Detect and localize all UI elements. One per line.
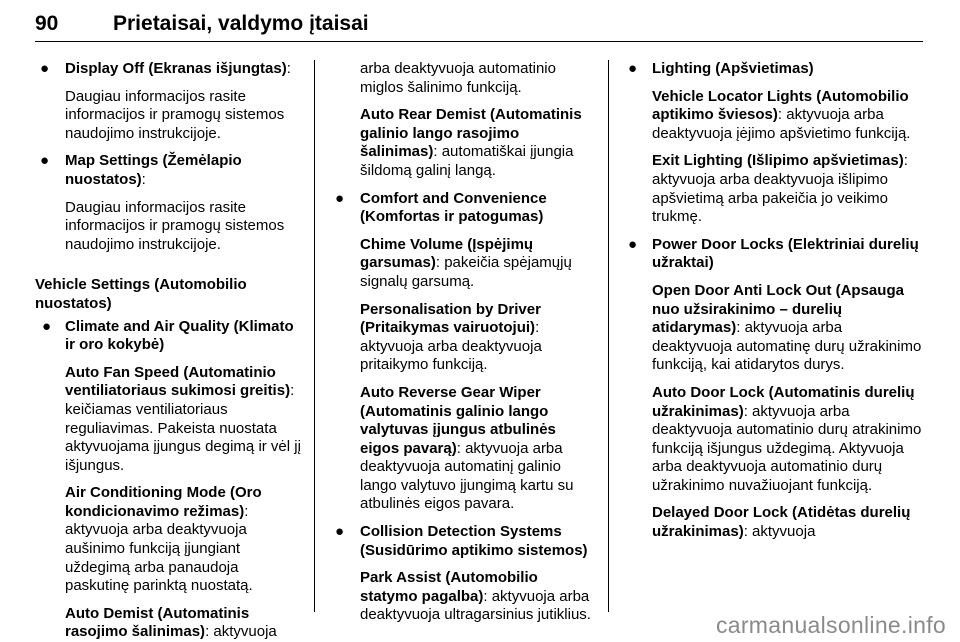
sub-item-text: pakeičia spėjamųjų signalų garsumą. [360,254,572,290]
sub-item-title: Personalisation by Driver (Pritaikymas vairuotojui) [360,300,541,337]
section-heading: Vehicle Settings (Automobilio nuostatos) [35,276,247,312]
sub-item-title: Vehicle Locator Lights (Automobilio aptikimo šviesos) [652,87,909,124]
column-divider [314,60,315,612]
sub-item-text: aktyvuoja arba deaktyvuoja pritaikymo funkciją. [360,337,542,374]
bullet-icon: ● [628,60,638,77]
item-title: Comfort and Convenience (Komfortas ir patogumas) [360,189,547,226]
sub-item-text: automatiškai įjungia šildomą galinį langą. [360,143,574,179]
item-title: Climate and Air Quality (Klimato ir oro kokybė) [65,317,294,354]
sub-item-title: Auto Fan Speed (Automatinio ventiliatoriaus sukimosi greitis) [65,363,291,400]
list-item: ● Comfort and Convenience (Komfortas ir patogumas) Chime Volume (Įspėjimų garsumas): pakeičia spėjamųjų signalų garsumą. Personalisation by Driver (Pritaikymas vairuotojui): aktyvuoja arba deaktyvuoja pritaikymo funkciją. Auto Reverse Gear Wiper (Automatinis galinio lango valytuvas įjungus atbulinės eigos pavarą): aktyvuoja arba deaktyvuoja automatinį galinio lango valytuvo įjungimą kartu su atbulinės eigos pavara. [330,190,598,515]
column-3 [626,60,926,542]
list-item: ● Lighting (Apšvietimas) Vehicle Locator Lights (Automobilio aptikimo šviesos): aktyvuoja arba deaktyvuoja įėjimo apšvietimo funkciją. Exit Lighting (Išlipimo apšvietimas): aktyvuoja arba deaktyvuoja išlipimo apšvietimą arba pakeičia jo veikimo trukmę. [626,60,926,227]
bullet-icon: ● [335,189,345,207]
item-title: Lighting (Apšvietimas) [652,60,814,77]
bullet-icon: ● [628,235,638,253]
item-text: Daugiau informacijos rasite informacijos ir pramogų sistemos naudojimo instrukcijoje. [65,198,285,253]
sub-item-text: aktyvuoja arba deaktyvuoja automatinio durų atrakinimo funkciją išjungus uždegimą. Aktyvuoja arba deaktyvuoja automatinio durų užrakinimo nuvažiuojant funkciją. [652,402,922,494]
sub-item-title: Auto Reverse Gear Wiper (Automatinis galinio lango valytuvas įjungus atbulinės eigos pavarą) [360,383,556,457]
item-text: Daugiau informacijos rasite informacijos ir pramogų sistemos naudojimo instrukcijoje. [65,87,285,142]
sub-item-text: aktyvuoja arba deaktyvuoja automatinį galinio lango valytuvo įjungimą kartu su atbulinės eigos pavara. [360,439,574,513]
sub-item-title: Delayed Door Lock (Atidėtas durelių užrakinimas) [652,504,911,541]
page-number: 90 [35,12,59,35]
list-item: ● Display Off (Ekranas išjungtas): Daugiau informacijos rasite informacijos ir pramogų sistemos naudojimo instrukcijoje. [35,60,305,143]
list-item: ● Climate and Air Quality (Klimato ir oro kokybė) Auto Fan Speed (Automatinio ventiliatoriaus sukimosi greitis): keičiamas ventiliatoriaus reguliavimas. Pakeista nuostata aktyvuojama įjungus degimą ir vėl jį išjungus. Air Conditioning Mode (Oro kondicionavimo režimas): aktyvuoja arba deaktyvuoja aušinimo funkciją įjungiant uždegimą arba panaudoja paskutinę parinktą nuostatą. Auto Demist (Automatinis rasojimo šalinimas): aktyvuoja [35,318,305,642]
list-item: ● Map Settings (Žemėlapio nuostatos): Daugiau informacijos rasite informacijos ir pramogų sistemos naudojimo instrukcijoje. [35,152,305,254]
item-title: Display Off (Ekranas išjungtas) [65,60,287,77]
page-header [35,10,923,42]
item-title: Power Door Locks (Elektriniai durelių užraktai) [652,235,919,272]
sub-item-text: aktyvuoja arba deaktyvuoja ultragarsinius jutiklius. [360,587,591,624]
sub-item-text: aktyvuoja arba deaktyvuoja išlipimo apšvietimą arba pakeičia jo veikimo trukmę. [652,170,888,226]
bullet-icon: ● [42,317,52,335]
sub-item-title: Open Door Anti Lock Out (Apsauga nuo užsirakinimo – durelių atidarymas) [652,281,904,337]
sub-item-text: keičiamas ventiliatoriaus reguliavimas. Pakeista nuostata aktyvuojama įjungus degimą ir vėl jį išjungus. [65,400,301,474]
sub-item-title: Auto Demist (Automatinis rasojimo šalinimas) [65,604,250,641]
sub-item-text: aktyvuoja arba deaktyvuoja įėjimo apšvietimo funkciją. [652,106,911,142]
sub-item-title: Chime Volume (Įspėjimų garsumas) [360,235,534,272]
watermark: carmanualsonline.info [715,612,946,638]
column-divider [608,60,609,612]
sub-item-title: Exit Lighting (Išlipimo apšvietimas) [652,152,904,170]
page-title: Prietaisai, valdymo įtaisai [113,12,369,35]
continued-text: arba deaktyvuoja automatinio miglos šalinimo funkciją. [360,60,556,96]
sub-item-title: Auto Rear Demist (Automatinis galinio lango rasojimo šalinimas) [360,106,582,161]
sub-item-title: Park Assist (Automobilio statymo pagalba) [360,569,538,605]
sub-item-text: aktyvuoja arba deaktyvuoja automatinę durų užrakinimo funkciją, kai atidarytos durys. [652,319,922,374]
list-item: ● Collision Detection Systems (Susidūrimo aptikimo sistemos) Park Assist (Automobilio statymo pagalba): aktyvuoja arba deaktyvuoja ultragarsinius jutiklius. [330,523,598,625]
sub-item-text: aktyvuoja [213,623,277,641]
bullet-icon: ● [40,152,50,170]
sub-item-title: Air Conditioning Mode (Oro kondicionavimo režimas) [65,484,262,520]
item-title: Map Settings (Žemėlapio nuostatos) [65,152,242,188]
sub-item-title: Auto Door Lock (Automatinis durelių užrakinimas) [652,383,915,420]
column-2: arba deaktyvuoja automatinio miglos šalinimo funkciją. Auto Rear Demist (Automatinis galinio lango rasojimo šalinimas): automatiškai įjungia šildomą galinį langą. ● Comfort and Convenience (Komfortas ir patogumas) Chime Volume (Įspėjimų garsumas): pakeičia spėjamųjų signalų garsumą. Personalisation by Driver (Pritaikymas vairuotojui): aktyvuoja arba deaktyvuoja pritaikymo funkciją. Auto Reverse Gear Wiper (Automatinis galinio lango valytuvas įjungus atbulinės eigos pavarą): aktyvuoja arba deaktyvuoja automatinį galinio lango valytuvo įjungimą kartu su atbulinės eigos pavara. ● Collision Detection Systems (Susidūrimo aptikimo sistemos) Park Assist (Automobilio statymo pagalba): aktyvuoja arba deaktyvuoja ultragarsinius jutiklius. [330,60,598,625]
bullet-icon: ● [335,523,345,541]
bullet-icon: ● [40,60,50,77]
sub-item-text: aktyvuoja arba deaktyvuoja aušinimo funkciją įjungiant uždegimą arba panaudoja paskutinę parinktą nuostatą. [65,521,253,595]
item-title: Collision Detection Systems (Susidūrimo aptikimo sistemos) [360,523,588,559]
column-1 [35,60,305,642]
sub-item-text: aktyvuoja [752,523,816,541]
list-item: ● Power Door Locks (Elektriniai durelių užraktai) Open Door Anti Lock Out (Apsauga nuo užsirakinimo – durelių atidarymas): aktyvuoja arba deaktyvuoja automatinę durų užrakinimo funkciją, kai atidarytos durys. Auto Door Lock (Automatinis durelių užrakinimas): aktyvuoja arba deaktyvuoja automatinio durų atrakinimo funkciją išjungus uždegimą. Aktyvuoja arba deaktyvuoja automatinio durų užrakinimo nuvažiuojant funkciją. Delayed Door Lock (Atidėtas durelių užrakinimas): aktyvuoja [626,236,926,542]
